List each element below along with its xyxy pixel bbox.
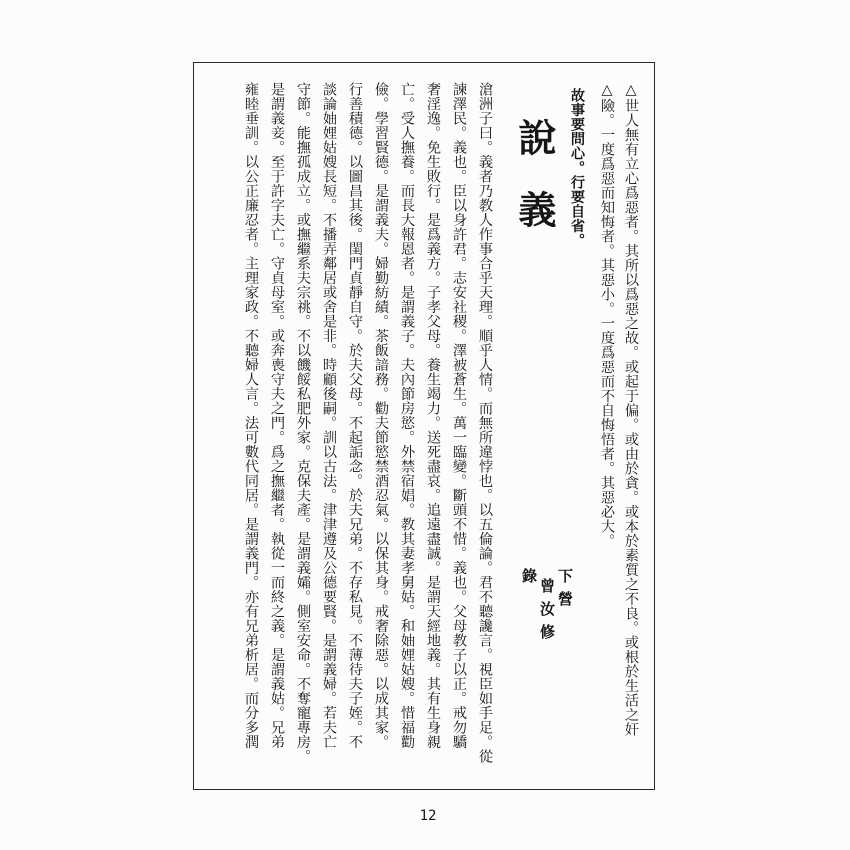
author-place: 下營 xyxy=(556,568,574,614)
body-line-6: 行善積德。以圖昌其後。閨門貞靜自守。於夫父母。不起詬念。於夫兄弟。不存私見。不薄待夫子姪。不 xyxy=(347,82,363,749)
body-line-7: 談論妯娌姑嫂長短。不播弄鄰居或舍是非。時顧後嗣。訓以古法。津津遵及公德要賢。是謂義婦。若夫亡 xyxy=(321,82,337,749)
article-title: 說義 xyxy=(512,118,557,262)
body-line-4: 亡。受人撫養。而長大報恩者。是謂義子。夫內節房慾。外禁宿娼。教其妻孝舅姑。和妯娌姑嫂。惜福勸 xyxy=(399,82,415,749)
author-credit xyxy=(520,568,574,647)
body-line-1: 滄洲子曰。義者乃教人作事合乎天理。順乎人情。而無所違悖也。以五倫論。君不聽讒言。視臣如手足。從 xyxy=(477,82,493,764)
author-name: 曾汝修 xyxy=(538,578,556,647)
body-line-5: 儉。學習賢德。是謂義夫。婦勤紡績。茶飯諳務。勸夫節慾禁酒忍氣。以保其身。戒奢除惡。以成其家。 xyxy=(373,82,389,749)
body-line-10: 雍睦垂訓。以公正廉忍者。主理家政。不聽婦人言。法可數代同居。是謂義門。亦有兄弟析居。而分多潤 xyxy=(243,82,259,749)
body-line-2: 諫澤民。義也。臣以身許君。志安社稷。澤被蒼生。萬一臨變。斷頭不惜。義也。父母教子以正。戒勿驕 xyxy=(451,82,467,749)
body-line-3: 奢淫逸。免生敗行。是爲義方。子孝父母。養生竭力。送死盡哀。追遠盡誠。是謂天經地義。其有生身親 xyxy=(425,82,441,749)
body-line-8: 守節。能撫孤成立。或撫繼系夫宗祧。不以饑餒私肥外家。克保夫產。是謂義孀。側室安命。不奪寵專房。 xyxy=(295,82,311,764)
preface-line-1: △世人無有立心爲惡者。其所以爲惡之故。或起于偏。或由於貪。或本於素質之不良。或根於生活之奸 xyxy=(623,82,639,737)
preface-line-2: △險。一度爲惡而知悔者。其惡小。一度爲惡而不自悔悟者。其惡必大。 xyxy=(599,82,615,548)
preface-line-3: 故事要問心。行要自省。 xyxy=(569,88,585,248)
author-suffix: 錄 xyxy=(520,568,538,591)
body-line-9: 是謂義妾。至于許字夫亡。守貞母室。或奔喪守夫之門。爲之撫繼者。執從一而終之義。是謂義姑。兄弟 xyxy=(269,82,285,749)
page-number: 12 xyxy=(419,808,437,824)
